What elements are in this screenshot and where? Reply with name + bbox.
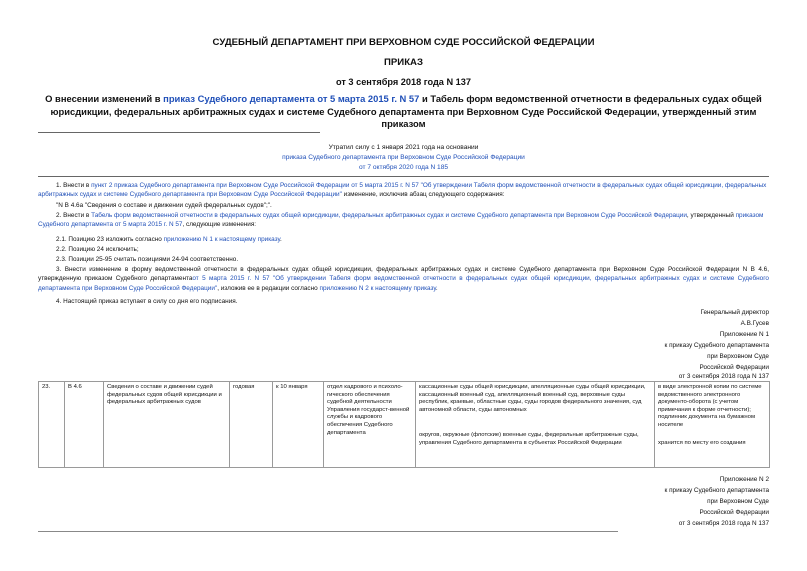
appendix1-line3: при Верховном Суде (707, 353, 769, 360)
p1-text: 1. Внести в (56, 182, 92, 189)
cell-form-name: Сведения о составе и движении судей федеральных судов общей юрисдикции и федеральных арбитражных судов (104, 382, 230, 468)
paragraph-2-3: 2.3. Позиции 25-95 считать позициями 24-94 соответственно. (56, 256, 239, 263)
appendix2-line4: Российской Федерации (699, 509, 769, 516)
paragraph-1 (38, 181, 769, 200)
cell-department: отдел кадрового и психоло-гического обеспечения судебной деятельности Управления государст-венной службы и кадрового обеспечения Судебного департамента (324, 382, 416, 468)
validity-link-line[interactable]: приказа Судебного департамента при Верховном Суде Российской Федерации (282, 154, 525, 161)
p1-link[interactable]: пункт 2 приказа Судебного департамента при Верховном Суде Российской Федерации от 5 марта 2015 г. N 57 "Об утверждении Табеля форм ведомственной отчетности в федеральных судах общей юрисдикции, федеральных арбитражных судах и системе Судебного департамента при Верховном Суде Российской Федерации" (38, 182, 767, 199)
p2-link-order[interactable]: приказом Судебного департамента от 5 марта 2015 г. N 57 (38, 212, 764, 229)
recipients-part1: кассационные суды общей юрисдикции, апелляционные суды общей юрисдикции, кассационный военный суд, апелляционный военный суд, верховные суды республик, краевые, областные суды, суды городов федерального значения, суд автономной области, суды автономных (419, 384, 646, 413)
p3-text-end: . (435, 284, 438, 292)
p3-link-appendix[interactable]: приложению N 2 к настоящему приказу (319, 284, 436, 292)
appendix1-table (38, 381, 770, 468)
p2-text: 2. Внести в (56, 212, 92, 219)
cell-format (655, 382, 770, 468)
cell-recipients (416, 382, 655, 468)
signature-role: Генеральный директор (700, 309, 769, 316)
doc-type-heading: ПРИКАЗ (384, 57, 423, 68)
org-heading: СУДЕБНЫЙ ДЕПАРТАМЕНТ ПРИ ВЕРХОВНОМ СУДЕ РОССИЙСКОЙ ФЕДЕРАЦИИ (212, 37, 595, 48)
table-row (39, 382, 770, 468)
p2-text-end: , следующие изменения: (182, 221, 257, 229)
paragraph-1-quote: "N В 4.6а "Сведения о составе и движении судей федеральных судов";". (56, 202, 272, 209)
format-part1: в виде электронной копии по системе ведомственного электронного документо-оборота (с учетом примечания к форме отчетности); подлинник документа на бумажном носителе (658, 384, 762, 428)
appendix1-date: от 3 сентября 2018 года N 137 (678, 373, 769, 380)
doc-title-post: и Табель форм ведомственной отчетности в федеральных судах общей юрисдикции, федеральных арбитражных судах и системе Судебного департамента при Верховном Суде Российской Федерации, утвержденный этим приказом (50, 93, 762, 129)
p1-text-end: изменение, исключив абзац следующего содержания: (341, 191, 505, 199)
cell-number: 23. (39, 382, 65, 468)
appendix2-line3: при Верховном Суде (707, 498, 769, 505)
p3-text: 3. Внести изменение в форму ведомственной отчетности в федеральных судах общей юрисдикции, федеральных арбитражных судах и системе Судебного департамента при Верховном Суде Российской Федерации N В 4.6, утвержденную приказом Судебного департамента (38, 266, 769, 283)
appendix2-date: от 3 сентября 2018 года N 137 (678, 520, 769, 527)
paragraph-2-1 (38, 235, 769, 244)
appendix1-label: Приложение N 1 (719, 331, 769, 338)
signature-name: А.В.Гусев (740, 320, 769, 327)
paragraph-3 (38, 265, 769, 293)
paragraph-2 (38, 211, 769, 230)
appendix2-line2: к приказу Судебного департамента (664, 487, 769, 494)
appendix1-line4: Российской Федерации (699, 364, 769, 371)
divider (38, 132, 320, 133)
paragraph-4: 4. Настоящий приказ вступает в силу со дня его подписания. (56, 298, 238, 305)
cell-code: В 4.6 (65, 382, 104, 468)
p2-link-tabel[interactable]: Табель форм ведомственной отчетности в федеральных судах общей юрисдикции, федеральных арбитражных судах и системе Судебного департамента при Верховном Суде Российской Федерации (91, 212, 687, 219)
divider (38, 176, 769, 177)
p21-text-end: . (280, 236, 282, 243)
p21-text: 2.1. Позицию 23 изложить согласно (56, 236, 164, 243)
p2-text-mid: , утвержденный (686, 212, 736, 219)
divider (38, 531, 618, 532)
appendix2-label: Приложение N 2 (719, 476, 769, 483)
paragraph-2-2: 2.2. Позицию 24 исключить; (56, 246, 139, 253)
cell-deadline: к 10 января (273, 382, 324, 468)
validity-link-date[interactable]: от 7 октября 2020 года N 185 (358, 164, 449, 171)
p3-text-mid: , изложив ее в редакции согласно (217, 284, 320, 292)
cell-period: годовая (230, 382, 273, 468)
validity-note: Утратил силу с 1 января 2021 года на основании (328, 144, 479, 151)
p21-link[interactable]: приложению N 1 к настоящему приказу (163, 236, 281, 243)
doc-title-pre: О внесении изменений в (45, 93, 164, 104)
doc-date: от 3 сентября 2018 года N 137 (335, 77, 471, 87)
doc-title-link[interactable]: приказ Судебного департамента от 5 марта 2015 г. N 57 (163, 93, 420, 104)
format-part2: хранится по месту его создания (658, 439, 746, 446)
doc-title (38, 93, 769, 131)
appendix1-line2: к приказу Судебного департамента (664, 342, 769, 349)
p3-link-order[interactable]: от 5 марта 2015 г. N 57 "Об утверждении Табеля форм ведомственной отчетности в федеральных судах общей юрисдикции, федеральных арбитражных судах и системе Судебного департамента при Верховном Суде Российской Федерации" (38, 275, 769, 292)
recipients-part2: округов, окружные (флотские) военные суды, федеральные арбитражные суды, управления Судебного департамента в субъектах Российской Федерации (419, 432, 639, 446)
